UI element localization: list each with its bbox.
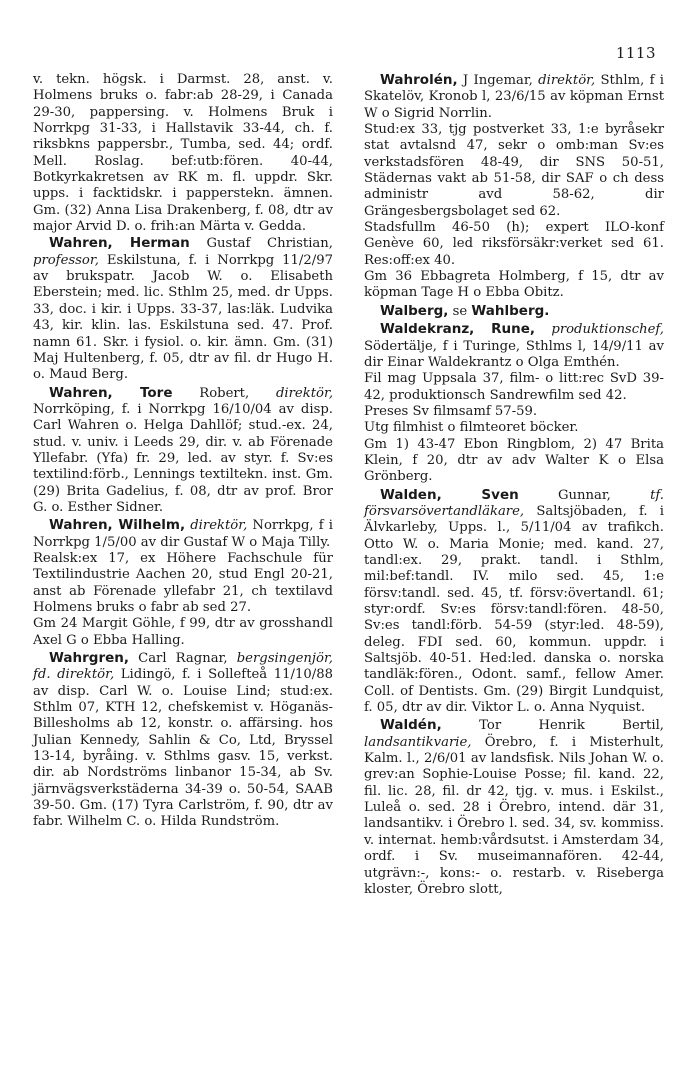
entry-title: bergsingenjör, fd. direktör, [33, 651, 333, 683]
entry-paragraph: Fil mag Uppsala 37, film- o litt:rec SvD 39-42, produktionsch Sandrewfilm sed 42. [364, 371, 664, 403]
entry-title: direktör, [275, 385, 334, 401]
entry-paragraph: Stud:ex 33, tjg postverket 33, 1:e byråsekr stat avtalsnd 47, sekr o omb:man Sv:es verkstadsfören 48-49, dir SNS 50-51, Städernas vakt ab 51-58, dir SAF o ch dess administr avd 58-62, dir Grängesbergsbolaget sed 62. [364, 122, 664, 219]
entry-lead [364, 321, 664, 371]
entry-name: Walden, Sven [380, 486, 519, 503]
entry-given-names: Gunnar, [518, 487, 651, 503]
entry-name: Wahrgren, [49, 650, 130, 667]
entry-text: Lidingö, f. i Sollefteå 11/10/88 av disp. Carl W. o. Louise Lind; stud:ex. Sthlm 07, KTH 12, chefskemist v. Höganäs-Billesholms ab 12, konstr. o. affärsing. hos Julian Kennedy, Sahlin & Co, Ltd, Bryssel 13-14, byråing. v. Sthlms gasv. 15, verkst. dir. ab Nordströms linbanor 15-34, ab Sv. järnvägsverkstäderna 34-39 o. 50-54, SAAB 39-50. Gm. (17) Tyra Carlström, f. 90, dtr av fabr. Wilhelm C. o. Hilda Rundström. [33, 667, 333, 830]
entry-given-names: se [448, 303, 472, 319]
entry-text: Södertälje, f i Turinge, Sthlms l, 14/9/11 av dir Einar Waldekrantz o Olga Emthén. [364, 338, 664, 370]
entry-name: Wahrolén, [380, 72, 458, 88]
entry-name: Waldén, [380, 717, 442, 734]
entry-continuation: v. tekn. högsk. i Darmst. 28, anst. v. Holmens bruks o. fabr:ab 28-29, i Canada 29-30, pappersing. v. Holmens Bruk i Norrkpg 31-33, i Hallstavik 33-44, ch. f. riksbkns pappersbr., Tumba, sed. 44; ordf. Mell. Roslag. bef:utb:fören. 40-44, Botkyrkakretsen av RK m. fl. uppdr. Skr. upps. i facktidskr. i papperstekn. ämnen. Gm. (32) Anna Lisa Drakenberg, f. 08, dtr av major Arvid D. o. frih:an Märta v. Gedda. [33, 72, 333, 235]
entry-lead [33, 385, 333, 517]
entry-name: Wahren, Wilhelm, [49, 517, 186, 534]
entry-paragraph: Preses Sv filmsamf 57-59. [364, 403, 538, 419]
entry-lead [364, 717, 664, 898]
entry-name: Waldekranz, Rune, [380, 321, 536, 338]
entry-see-reference: Wahlberg. [471, 302, 550, 319]
entry-title: tf. försvarsövertandläkare, [364, 487, 664, 519]
biography-entry [364, 303, 664, 320]
biography-entry [33, 650, 333, 831]
entry-title: direktör, [538, 73, 596, 88]
entry-lead [364, 303, 664, 320]
entry-title: professor, [33, 252, 99, 268]
biography-entry [33, 385, 333, 517]
entry-lead [364, 487, 664, 717]
entry-paragraph: Stadsfullm 46-50 (h); expert ILO-konf Genève 60, led riksförsäkr:verket sed 61. Res:off:ex 40. [364, 220, 664, 268]
entry-text: Norrköping, f. i Norrkpg 16/10/04 av disp. Carl Wahren o. Helga Dahllöf; stud.-ex. 24, stud. v. univ. i Leeds 29, dir. v. ab Förenade Yllefabr. (Yfa) fr. 29, led. av styr. f. Sv:es textilind:förb., Lennings textiltekn. inst. Gm. (29) Brita Gadelius, f. 08, dtr av prof. Bror G. o. Esther Sidner. [33, 401, 333, 515]
entry-given-names: Gustaf Christian, [189, 236, 333, 252]
biography-entry [364, 72, 664, 302]
entry-lead [33, 517, 333, 551]
biography-entry [33, 517, 333, 649]
entry-text: Örebro, f. i Misterhult, Kalm. l., 2/6/01 av landsfisk. Nils Johan W. o. grev:an Sophie-Louise Posse; fil. kand. 22, fil. lic. 28, fil. dr 42, tjg. v. mus. i Eskilst., Luleå o. sed. 28 i Örebro, intend. där 31, landsantikv. i Örebro l. sed. 34, sv. kommiss. v. internat. hemb:vårdsutst. i Amsterdam 34, ordf. i Sv. museimannafören. 42-44, utgrävn:-, kons:- o. restarb. v. Riseberga kloster, Örebro slott, [364, 734, 664, 897]
page-number: 1113 [615, 44, 656, 62]
biography-entry [364, 487, 664, 717]
biography-entry [364, 717, 664, 898]
entry-title: produktionschef, [551, 322, 664, 338]
entry-lead [364, 72, 664, 122]
right-column [364, 72, 664, 898]
biography-entry [33, 235, 333, 383]
entry-paragraph: Gm 1) 43-47 Ebon Ringblom, 2) 47 Brita Klein, f 20, dtr av adv Walter K o Elsa Grönberg. [364, 436, 664, 485]
entry-text: Norrkpg, f i Norrkpg 1/5/00 av dir Gustaf W o Maja Tilly. [33, 518, 333, 550]
entry-paragraph: Utg filmhist o filmteoret böcker. [364, 420, 579, 436]
entry-name: Wahren, Tore [49, 384, 173, 401]
entry-lead [33, 650, 333, 831]
entry-title: landsantikvarie, [364, 734, 472, 750]
entry-given-names: Carl Ragnar, [129, 651, 237, 667]
entry-name: Walberg, [380, 302, 449, 319]
entry-given-names: Robert, [172, 385, 276, 401]
entry-text: Saltsjöbaden, f. i Älvkarleby, Upps. l., 5/11/04 av trafikch. Otto W. o. Maria Monie; med. kand. 27, tandl:ex. 29, prakt. tandl. i Sthlm, mil:bef:tandl. IV. milo sed. 45, 1:e försv:tandl. sed. 45, tf. försv:övertandl. 61; styr:ordf. Sv:es försv:tandl:fören. 48-50, Sv:es tandl:förb. 54-59 (styr:led. 48-59), deleg. FDI sed. 60, kommun. uppdr. i Saltsjöb. 40-51. Hed:led. danska o. norska tandläk:fören., Odont. samf., fellow Amer. Coll. of Dentists. Gm. (29) Birgit Lundquist, f. 05, dtr av dir. Viktor L. o. Anna Nyquist. [364, 503, 664, 716]
entry-paragraph: Gm 36 Ebbagreta Holmberg, f 15, dtr av köpman Tage H o Ebba Obitz. [364, 269, 664, 301]
entry-given-names: Tor Henrik Bertil, [441, 718, 664, 734]
entry-paragraph: Realsk:ex 17, ex Höhere Fachschule für Textilindustrie Aachen 20, stud Engl 20-21, anst ab Förenade yllefabr 21, ch textilavd Holmens bruks o fabr ab sed 27. [33, 550, 333, 615]
left-column [33, 72, 333, 831]
entry-text: Eskilstuna, f. i Norrkpg 11/2/97 av brukspatr. Jacob W. o. Elisabeth Eberstein; med. lic. Sthlm 25, med. dr Upps. 33, doc. i kir. i Upps. 33-37, las:läk. Ludvika 43, kir. klin. las. Eskilstuna sed. 47. Prof. namn 61. Skr. i fysiol. o. kir. ämn. Gm. (31) Maj Hultenberg, f. 05, dtr av fil. dr Hugo H. o. Maud Berg. [33, 252, 333, 383]
entry-lead [33, 235, 333, 383]
entry-paragraph: Gm 24 Margit Göhle, f 99, dtr av grosshandl Axel G o Ebba Halling. [33, 616, 333, 648]
entry-given-names [535, 322, 551, 337]
biography-entry [364, 321, 664, 485]
entry-title: direktör, [190, 518, 248, 534]
entry-text: Sthlm, f i Skatelöv, Kronob l, 23/6/15 av köpman Ernst W o Sigrid Norrlin. [364, 73, 664, 121]
entry-given-names: J Ingemar, [457, 73, 539, 88]
entry-name: Wahren, Herman [49, 235, 190, 252]
